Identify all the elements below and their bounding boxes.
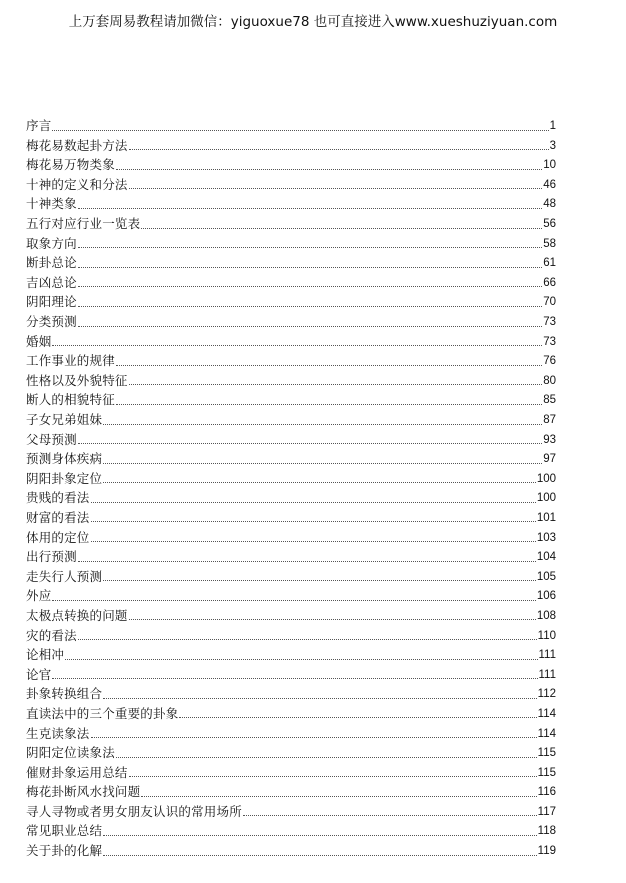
toc-entry[interactable] (26, 172, 556, 192)
toc-entry-title: 生克读象法 (26, 725, 90, 741)
toc-entry-page-number: 108 (536, 609, 556, 622)
toc-entry-page-number: 114 (537, 727, 556, 740)
toc-entry-title: 直读法中的三个重要的卦象 (26, 705, 179, 721)
toc-entry-title: 断人的相貌特征 (26, 392, 115, 408)
toc-entry[interactable] (26, 250, 556, 270)
toc-dot-leader (91, 520, 536, 522)
toc-entry-title: 寻人寻物或者男女朋友认识的常用场所 (26, 803, 242, 819)
toc-entry-page-number: 66 (543, 276, 556, 289)
toc-entry-title: 催财卦象运用总结 (26, 764, 128, 780)
toc-entry[interactable] (26, 368, 556, 388)
toc-dot-leader (129, 148, 549, 150)
toc-entry[interactable] (26, 760, 556, 780)
toc-entry-title: 子女兄弟姐妹 (26, 412, 103, 427)
toc-entry-title: 财富的看法 (26, 509, 90, 525)
toc-dot-leader (141, 227, 542, 229)
toc-dot-leader (91, 501, 536, 503)
toc-entry-title: 五行对应行业一览表 (26, 216, 141, 232)
toc-entry-title: 贵贱的看法 (26, 490, 90, 506)
toc-entry-page-number: 80 (543, 374, 556, 387)
toc-dot-leader (116, 403, 542, 405)
toc-entry[interactable] (26, 779, 556, 799)
toc-entry-page-number: 117 (537, 805, 556, 818)
toc-entry[interactable] (26, 740, 556, 760)
toc-entry-title: 预测身体疾病 (26, 451, 103, 467)
toc-entry[interactable] (26, 583, 556, 603)
toc-entry[interactable] (26, 603, 556, 623)
toc-entry-title: 序言 (26, 118, 52, 134)
toc-entry-page-number: 110 (537, 629, 556, 642)
toc-entry-title: 阴阳定位读象法 (26, 745, 115, 761)
toc-entry-page-number: 46 (543, 178, 556, 191)
toc-entry-title: 论相冲 (26, 647, 65, 663)
toc-entry-title: 梅花易数起卦方法 (26, 137, 128, 153)
toc-entry-title: 十神类象 (26, 196, 77, 212)
toc-entry[interactable] (26, 231, 556, 251)
toc-entry-page-number: 10 (543, 159, 556, 172)
toc-entry-title: 出行预测 (26, 549, 77, 565)
toc-entry[interactable] (26, 818, 556, 838)
toc-entry[interactable] (26, 191, 556, 211)
toc-entry-page-number: 97 (543, 453, 556, 466)
toc-entry-title: 阴阳卦象定位 (26, 470, 103, 486)
toc-entry-title: 分类预测 (26, 314, 77, 330)
toc-entry-title: 体用的定位 (26, 529, 90, 545)
toc-dot-leader (103, 423, 542, 425)
toc-entry[interactable] (26, 662, 556, 682)
toc-entry[interactable] (26, 446, 556, 466)
toc-dot-leader (78, 442, 542, 444)
toc-entry-title: 常见职业总结 (26, 823, 103, 839)
toc-entry[interactable] (26, 211, 556, 231)
toc-entry-title: 性格以及外貌特征 (26, 372, 128, 388)
toc-entry-page-number: 73 (543, 335, 556, 348)
toc-entry[interactable] (26, 152, 556, 172)
toc-entry[interactable] (26, 701, 556, 721)
toc-dot-leader (179, 716, 536, 718)
toc-dot-leader (116, 756, 537, 758)
toc-dot-leader (103, 854, 536, 856)
page-header: 上万套周易教程请加微信：yiguoxue78 也可直接进入www.xueshuziyuan.com (68, 14, 558, 30)
toc-entry-title: 灾的看法 (26, 627, 77, 643)
toc-entry[interactable] (26, 466, 556, 486)
toc-dot-leader (78, 560, 536, 562)
toc-dot-leader (52, 599, 535, 601)
toc-entry[interactable] (26, 642, 556, 662)
toc-dot-leader (78, 285, 542, 287)
toc-entry-title: 外应 (26, 588, 52, 604)
toc-entry-title: 梅花卦断风水找问题 (26, 784, 141, 800)
toc-dot-leader (129, 618, 536, 620)
toc-entry-page-number: 104 (536, 551, 556, 564)
toc-entry-page-number: 56 (543, 218, 556, 231)
toc-dot-leader (78, 325, 542, 327)
toc-entry-title: 婚姻 (26, 333, 52, 349)
toc-dot-leader (129, 187, 543, 189)
toc-entry[interactable] (26, 427, 556, 447)
toc-entry[interactable] (26, 485, 556, 505)
toc-entry-title: 十神的定义和分法 (26, 176, 128, 192)
toc-entry-page-number: 100 (536, 472, 556, 485)
toc-entry-page-number: 103 (536, 531, 556, 544)
toc-entry-page-number: 101 (536, 511, 556, 524)
toc-entry[interactable] (26, 838, 556, 858)
toc-entry-page-number: 111 (538, 649, 556, 662)
toc-entry[interactable] (26, 113, 556, 133)
toc-entry[interactable] (26, 505, 556, 525)
toc-entry-title: 梅花易万物类象 (26, 157, 115, 173)
toc-entry-title: 关于卦的化解 (26, 843, 103, 859)
toc-entry-page-number: 73 (543, 316, 556, 329)
toc-entry-page-number: 3 (549, 139, 556, 152)
toc-entry-page-number: 115 (537, 766, 556, 779)
toc-entry[interactable] (26, 544, 556, 564)
toc-dot-leader (116, 168, 542, 170)
toc-entry[interactable] (26, 309, 556, 329)
toc-entry[interactable] (26, 387, 556, 407)
toc-dot-leader (129, 775, 537, 777)
toc-entry-title: 论官 (26, 666, 52, 682)
toc-dot-leader (243, 814, 537, 816)
toc-entry-page-number: 115 (537, 747, 556, 760)
toc-dot-leader (78, 266, 542, 268)
toc-dot-leader (129, 383, 543, 385)
toc-entry[interactable] (26, 407, 556, 427)
toc-entry-page-number: 114 (537, 707, 556, 720)
toc-entry-page-number: 61 (543, 257, 556, 270)
toc-entry-page-number: 100 (536, 492, 556, 505)
toc-entry-page-number: 76 (543, 355, 556, 368)
toc-entry[interactable] (26, 799, 556, 819)
toc-entry[interactable] (26, 720, 556, 740)
toc-entry[interactable] (26, 270, 556, 290)
toc-dot-leader (52, 677, 537, 679)
toc-dot-leader (78, 305, 542, 307)
toc-dot-leader (91, 540, 536, 542)
toc-dot-leader (141, 795, 536, 797)
toc-entry[interactable] (26, 133, 556, 153)
toc-entry-page-number: 119 (537, 845, 556, 858)
toc-dot-leader (52, 344, 542, 346)
toc-entry-page-number: 116 (537, 786, 556, 799)
toc-dot-leader (78, 207, 542, 209)
toc-entry-title: 父母预测 (26, 431, 77, 447)
toc-entry-title: 取象方向 (26, 235, 77, 251)
toc-entry-title: 卦象转换组合 (26, 686, 103, 702)
toc-entry-page-number: 112 (537, 688, 556, 701)
toc-entry[interactable] (26, 524, 556, 544)
toc-dot-leader (103, 579, 536, 581)
toc-dot-leader (103, 462, 542, 464)
toc-dot-leader (78, 246, 542, 248)
toc-entry-title: 太极点转换的问题 (26, 607, 128, 623)
toc-entry-page-number: 106 (536, 590, 556, 603)
toc-entry[interactable] (26, 348, 556, 368)
toc-entry-page-number: 58 (543, 237, 556, 250)
toc-entry[interactable] (26, 289, 556, 309)
toc-dot-leader (103, 834, 536, 836)
toc-dot-leader (78, 638, 537, 640)
toc-dot-leader (52, 129, 548, 131)
toc-dot-leader (91, 736, 537, 738)
toc-entry-page-number: 118 (537, 825, 556, 838)
toc-entry[interactable] (26, 622, 556, 642)
toc-entry[interactable] (26, 564, 556, 584)
toc-entry[interactable] (26, 329, 556, 349)
toc-entry-page-number: 48 (543, 198, 556, 211)
toc-entry-title: 阴阳理论 (26, 294, 77, 310)
toc-dot-leader (116, 364, 542, 366)
toc-entry-title: 走失行人预测 (26, 568, 103, 584)
toc-dot-leader (103, 697, 536, 699)
toc-entry-title: 断卦总论 (26, 255, 77, 271)
toc-dot-leader (103, 481, 536, 483)
toc-dot-leader (65, 658, 537, 660)
toc-entry-page-number: 70 (543, 296, 556, 309)
toc-entry[interactable] (26, 681, 556, 701)
toc-entry-page-number: 1 (549, 120, 556, 133)
toc-entry-page-number: 87 (543, 414, 556, 426)
toc-entry-page-number: 111 (538, 668, 556, 681)
toc-entry-page-number: 85 (543, 394, 556, 407)
toc-entry-title: 工作事业的规律 (26, 353, 115, 369)
table-of-contents (26, 113, 556, 858)
toc-entry-title: 吉凶总论 (26, 274, 77, 290)
toc-entry-page-number: 93 (543, 433, 556, 446)
toc-entry-page-number: 105 (536, 570, 556, 583)
